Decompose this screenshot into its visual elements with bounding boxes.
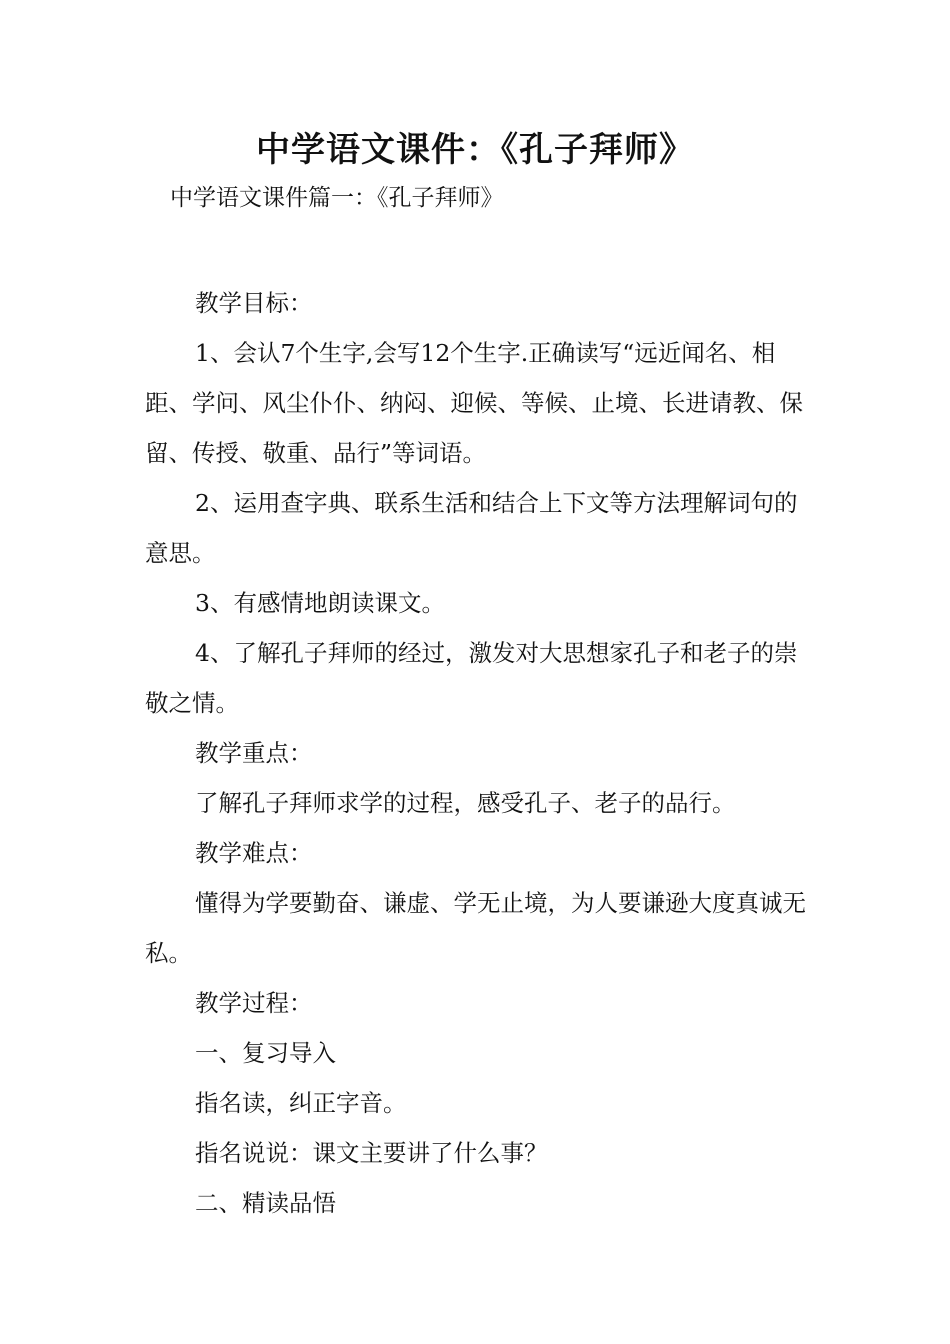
- document-title: 中学语文课件：《孔子拜师》: [256, 130, 694, 170]
- paragraph-process-heading: 教学过程：: [195, 989, 313, 1017]
- paragraph-objective-1: 1、会认7个生字,会写12个生字.正确读写“远近闻名、相距、学问、风尘仆仆、纳闷、迎候、等候、止境、长进请教、保留、传授、敬重、品行”等词语。: [145, 339, 803, 467]
- paragraph-section-2: 二、精读品悟: [195, 1189, 336, 1217]
- paragraph-objective-4: 4、了解孔子拜师的经过，激发对大思想家孔子和老子的崇敬之情。: [145, 639, 798, 717]
- paragraph-section-1: 一、复习导入: [195, 1039, 336, 1067]
- paragraph-objective-3: 3、有感情地朗读课文。: [195, 589, 445, 617]
- paragraph-difficulties: 懂得为学要勤奋、谦虚、学无止境，为人要谦逊大度真诚无私。: [145, 889, 806, 967]
- paragraph-objective-2: 2、运用查字典、联系生活和结合上下文等方法理解词句的意思。: [145, 489, 798, 567]
- paragraph-objectives-heading: 教学目标：: [195, 289, 313, 317]
- document-body: [145, 278, 813, 1228]
- paragraph-step-read: 指名读，纠正字音。: [195, 1089, 407, 1117]
- paragraph-key-points-heading: 教学重点：: [195, 739, 313, 767]
- paragraph-step-summarize: 指名说说：课文主要讲了什么事？: [195, 1139, 548, 1167]
- paragraph-key-points: 了解孔子拜师求学的过程，感受孔子、老子的品行。: [195, 789, 736, 817]
- document-subtitle: 中学语文课件篇一：《孔子拜师》: [170, 185, 504, 211]
- paragraph-difficulties-heading: 教学难点：: [195, 839, 313, 867]
